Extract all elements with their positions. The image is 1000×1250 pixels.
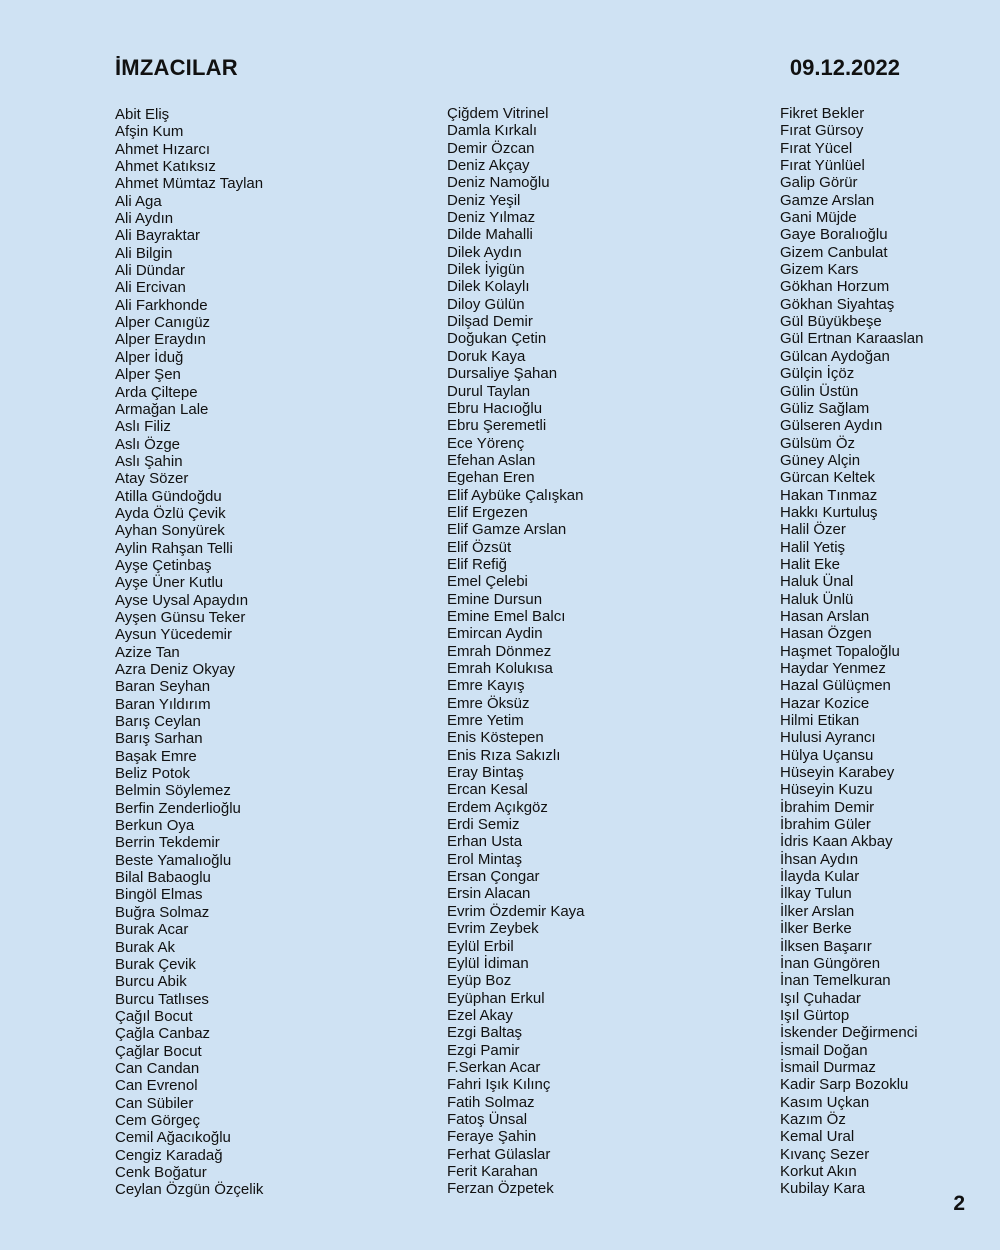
signatory-name: Hazar Kozice	[780, 694, 870, 712]
signatory-name: Çiğdem Vitrinel	[447, 105, 549, 122]
signatory-name: Dilşad Demir	[447, 313, 533, 331]
signatory-name: Emircan Aydin	[447, 625, 543, 643]
signatory-name: Gökhan Horzum	[780, 278, 890, 296]
signatory-name: Belmin Söylemez	[115, 782, 231, 800]
signatory-name: Ezel Akay	[447, 1006, 513, 1024]
signatory-name: Demir Özcan	[447, 139, 535, 157]
signatory-name: Ersin Alacan	[447, 885, 531, 903]
signatory-name: Kadir Sarp Bozoklu	[780, 1076, 909, 1094]
signatory-name: Ayşe Çetinbaş	[115, 556, 212, 574]
signatory-name: Hüseyin Kuzu	[780, 781, 873, 799]
signatories-column-1	[115, 106, 263, 1199]
signatory-name: Güliz Sağlam	[780, 399, 870, 417]
signatory-name: Abit Eliş	[115, 106, 170, 123]
signatory-name: İbrahim Demir	[780, 798, 875, 816]
page-number: 2	[953, 1192, 965, 1215]
signatory-name: Hulusi Ayrancı	[780, 729, 876, 747]
signatory-name: Korkut Akın	[780, 1162, 857, 1180]
signatory-name: Işıl Çuhadar	[780, 989, 861, 1007]
signatory-name: Fırat Gürsoy	[780, 122, 864, 140]
signatory-name: İlkay Tulun	[780, 885, 852, 903]
signatory-name: Emre Kayış	[447, 677, 525, 695]
signatory-name: Ayhan Sonyürek	[115, 522, 225, 540]
signatory-name: Ahmet Mümtaz Taylan	[115, 175, 264, 193]
signatory-name: Ferzan Özpetek	[447, 1180, 554, 1198]
signatory-name: Ebru Şeremetli	[447, 417, 547, 435]
signatory-name: Aylin Rahşan Telli	[115, 539, 233, 557]
signatory-name: Damla Kırkalı	[447, 122, 538, 140]
signatory-name: Ahmet Hızarcı	[115, 140, 211, 158]
signatory-name: Emre Öksüz	[447, 694, 530, 712]
signatory-name: Ferhat Gülaslar	[447, 1145, 551, 1163]
signatory-name: Haluk Ünal	[780, 573, 854, 591]
signatory-name: Çağlar Bocut	[115, 1042, 202, 1060]
signatory-name: Afşin Kum	[115, 123, 184, 141]
signatory-name: Azra Deniz Okyay	[115, 661, 236, 678]
signatory-name: Ayşe Üner Kutlu	[115, 574, 224, 592]
signatory-name: Gizem Kars	[780, 261, 859, 279]
signatory-name: İbrahim Güler	[780, 816, 871, 834]
signatory-name: Burak Çevik	[115, 955, 196, 973]
signatory-name: Gülsüm Öz	[780, 434, 856, 452]
signatory-name: Cemil Ağacıkoğlu	[115, 1129, 231, 1147]
signatory-name: Ahmet Katıksız	[115, 158, 216, 176]
signatory-name: Emine Emel Balcı	[447, 607, 566, 625]
signatory-name: Enis Rıza Sakızlı	[447, 746, 561, 764]
signatory-name: Ayse Uysal Apaydın	[115, 591, 249, 609]
signatory-name: Gürcan Keltek	[780, 469, 876, 487]
document-date: 09.12.2022	[789, 55, 900, 80]
signatory-name: Can Sübiler	[115, 1094, 194, 1112]
signatory-name: Deniz Akçay	[447, 157, 530, 175]
signatory-name: Gaye Boralıoğlu	[780, 226, 888, 244]
signatory-name: Eray Bintaş	[447, 764, 524, 782]
signatory-name: Ceylan Özgün Özçelik	[115, 1181, 264, 1199]
signatory-name: Emre Yetim	[447, 712, 524, 730]
signatory-name: Beste Yamalıoğlu	[115, 851, 232, 869]
signatory-name: Gülcan Aydoğan	[780, 347, 890, 365]
signatory-name: Ebru Hacıoğlu	[447, 399, 543, 417]
signatory-name: Can Candan	[115, 1059, 200, 1077]
signatory-name: Hazal Gülüçmen	[780, 677, 891, 695]
signatory-name: Gülin Üstün	[780, 382, 859, 400]
signatory-name: Çağıl Bocut	[115, 1007, 193, 1025]
signatory-name: Bilal Babaoglu	[115, 869, 211, 887]
signatory-name: Ali Aydın	[115, 210, 174, 228]
signatory-name: Erdi Semiz	[447, 816, 520, 834]
signatory-name: Bingöl Elmas	[115, 886, 203, 904]
signatory-name: Baran Seyhan	[115, 678, 211, 696]
signatory-name: Haydar Yenmez	[780, 660, 886, 677]
signatory-name: Kazım Öz	[780, 1110, 846, 1128]
page-title: İMZACILAR	[115, 55, 238, 80]
signatory-name: Eyüphan Erkul	[447, 989, 545, 1007]
signatory-name: Cengiz Karadağ	[115, 1146, 223, 1164]
signatory-name: Burak Ak	[115, 938, 176, 956]
signatory-name: Armağan Lale	[115, 400, 209, 418]
signatory-name: Evrim Özdemir Kaya	[447, 902, 585, 920]
signatory-name: Kemal Ural	[780, 1128, 855, 1146]
signatory-name: Dilek Aydın	[447, 243, 522, 261]
signatory-name: Atay Sözer	[115, 470, 189, 488]
signatory-name: Fikret Bekler	[780, 105, 865, 122]
signatory-name: Evrim Zeybek	[447, 920, 539, 938]
signatory-name: Buğra Solmaz	[115, 903, 210, 921]
signatory-name: Emine Dursun	[447, 590, 543, 608]
signatory-name: Hakan Tınmaz	[780, 486, 878, 504]
signatory-name: Ezgi Pamir	[447, 1041, 520, 1059]
signatory-name: Berfin Zenderlioğlu	[115, 799, 241, 817]
signatory-name: Aslı Şahin	[115, 452, 183, 470]
signatory-name: Ali Bayraktar	[115, 227, 201, 245]
signatory-name: Çağla Canbaz	[115, 1025, 211, 1043]
signatory-name: Ezgi Baltaş	[447, 1024, 523, 1042]
signatory-name: Deniz Yeşil	[447, 191, 521, 209]
signatory-name: Fırat Yünlüel	[780, 157, 865, 175]
signatory-name: Enis Köstepen	[447, 729, 544, 747]
signatory-name: İsmail Doğan	[780, 1041, 868, 1059]
signatory-name: Gamze Arslan	[780, 191, 875, 209]
signatory-name: Alper Canıgüz	[115, 314, 211, 332]
signatory-name: İhsan Aydın	[780, 850, 859, 868]
signatories-column-2	[447, 105, 585, 1198]
signatory-name: Diloy Gülün	[447, 295, 525, 313]
signatory-name: İlayda Kular	[780, 868, 860, 886]
signatory-name: Ercan Kesal	[447, 781, 528, 799]
signatory-name: Ayşen Günsu Teker	[115, 608, 246, 626]
signatory-name: Ali Bilgin	[115, 244, 173, 262]
signatory-name: Hasan Özgen	[780, 625, 872, 643]
signatory-name: Efehan Aslan	[447, 451, 536, 469]
signatories-column-3	[780, 105, 923, 1198]
signatory-name: Fahri Işık Kılınç	[447, 1076, 551, 1094]
signatory-name: İnan Güngören	[780, 954, 881, 972]
signatory-name: Durul Taylan	[447, 382, 531, 400]
signatory-name: Barış Ceylan	[115, 713, 201, 731]
signatory-name: Galip Görür	[780, 174, 858, 192]
signatory-name: İlker Berke	[780, 920, 852, 938]
signatory-name: Can Evrenol	[115, 1077, 198, 1095]
signatory-name: Azize Tan	[115, 643, 180, 661]
signatory-name: Feraye Şahin	[447, 1128, 537, 1146]
signatory-name: Deniz Yılmaz	[447, 209, 536, 227]
signatory-name: Baran Yıldırım	[115, 695, 211, 713]
signatory-name: Gülseren Aydın	[780, 417, 883, 435]
signatory-name: Haşmet Topaloğlu	[780, 642, 900, 660]
signatory-name: Aslı Filiz	[115, 418, 171, 436]
signatory-name: Ersan Çongar	[447, 868, 540, 886]
signatory-name: Elif Ergezen	[447, 503, 528, 521]
signatory-name: Ali Farkhonde	[115, 296, 208, 314]
signatory-name: Ferit Karahan	[447, 1162, 538, 1180]
signatory-name: Alper Eraydın	[115, 331, 206, 349]
signatory-name: Eylül İdiman	[447, 954, 529, 972]
signatory-name: Emrah Dönmez	[447, 642, 552, 660]
signatory-name: İsmail Durmaz	[780, 1058, 876, 1076]
signatory-name: Aslı Özge	[115, 435, 181, 453]
signatory-name: Gani Müjde	[780, 209, 857, 227]
signatory-name: Arda Çiltepe	[115, 383, 198, 401]
signatory-name: Hülya Uçansu	[780, 746, 874, 764]
signatory-name: Haluk Ünlü	[780, 590, 854, 608]
signatory-name: Dilde Mahalli	[447, 226, 533, 244]
signatory-name: Gül Ertnan Karaaslan	[780, 330, 924, 348]
signatory-name: Halil Özer	[780, 521, 846, 539]
signatory-name: Emel Çelebi	[447, 573, 528, 591]
signatory-name: Gizem Canbulat	[780, 243, 888, 261]
signatory-name: İlker Arslan	[780, 902, 855, 920]
signatory-name: Elif Özsüt	[447, 538, 512, 556]
signatory-name: Burak Acar	[115, 921, 189, 939]
signatory-name: Elif Refiğ	[447, 555, 508, 573]
signatory-name: Burcu Tatlıses	[115, 990, 209, 1008]
signatory-name: Deniz Namoğlu	[447, 174, 550, 192]
signatory-name: Fatoş Ünsal	[447, 1110, 528, 1128]
signatory-name: F.Serkan Acar	[447, 1058, 541, 1076]
signatory-name: Alper İduğ	[115, 348, 184, 366]
signatory-name: Erhan Usta	[447, 833, 523, 851]
signatory-name: Elif Gamze Arslan	[447, 521, 567, 539]
signatory-name: Başak Emre	[115, 747, 197, 765]
signatory-name: Işıl Gürtop	[780, 1006, 850, 1024]
signatory-name: Ali Aga	[115, 192, 162, 210]
signatory-name: Kasım Uçkan	[780, 1093, 870, 1111]
signatory-name: Ali Ercivan	[115, 279, 186, 297]
signatory-name: Fatih Solmaz	[447, 1093, 535, 1111]
signatory-name: Ali Dündar	[115, 262, 186, 280]
signatory-name: Beliz Potok	[115, 765, 191, 783]
signatory-name: Kıvanç Sezer	[780, 1145, 870, 1163]
signatory-name: Ece Yörenç	[447, 434, 525, 452]
signatory-name: Eylül Erbil	[447, 937, 514, 955]
signatory-name: Doruk Kaya	[447, 347, 526, 365]
signatory-name: Atilla Gündoğdu	[115, 487, 222, 505]
signatory-name: Berkun Oya	[115, 817, 195, 835]
signatory-name: Barış Sarhan	[115, 730, 203, 748]
signatory-name: Doğukan Çetin	[447, 330, 547, 348]
signatory-name: Dursaliye Şahan	[447, 365, 558, 383]
signatory-name: Aysun Yücedemir	[115, 626, 233, 644]
signatory-name: Hilmi Etikan	[780, 712, 860, 730]
signatory-name: İdris Kaan Akbay	[780, 833, 893, 851]
signatory-name: Güney Alçin	[780, 451, 861, 469]
signatory-name: İlksen Başarır	[780, 937, 872, 955]
signatory-name: Dilek Kolaylı	[447, 278, 530, 296]
signatory-name: Dilek İyigün	[447, 261, 525, 279]
signatory-name: Kubilay Kara	[780, 1180, 866, 1198]
signatory-name: Gökhan Siyahtaş	[780, 295, 895, 313]
signatory-name: Erol Mintaş	[447, 850, 523, 868]
signatory-name: İskender Değirmenci	[780, 1024, 918, 1042]
signatory-name: Hüseyin Karabey	[780, 764, 895, 782]
signatory-name: Halil Yetiş	[780, 538, 846, 556]
signatory-name: Egehan Eren	[447, 469, 535, 487]
signatory-name: Eyüp Boz	[447, 972, 512, 990]
signatory-name: Burcu Abik	[115, 973, 187, 991]
signatory-name: Gül Büyükbeşe	[780, 313, 882, 331]
signatory-name: Emrah Kolukısa	[447, 660, 553, 677]
signatory-name: Cem Görgeç	[115, 1111, 201, 1129]
signatory-name: Ayda Özlü Çevik	[115, 504, 226, 522]
signatory-name: Fırat Yücel	[780, 139, 853, 157]
signatory-name: Berrin Tekdemir	[115, 834, 220, 852]
signatory-name: Elif Aybüke Çalışkan	[447, 486, 584, 504]
signatory-name: Alper Şen	[115, 366, 181, 384]
signatory-name: Erdem Açıkgöz	[447, 798, 548, 816]
signatory-name: Hakkı Kurtuluş	[780, 503, 878, 521]
signatory-name: Hasan Arslan	[780, 607, 870, 625]
signatory-name: Gülçin İçöz	[780, 365, 855, 383]
signatory-name: İnan Temelkuran	[780, 972, 891, 990]
signatory-name: Halit Eke	[780, 555, 841, 573]
signatory-name: Cenk Boğatur	[115, 1163, 207, 1181]
